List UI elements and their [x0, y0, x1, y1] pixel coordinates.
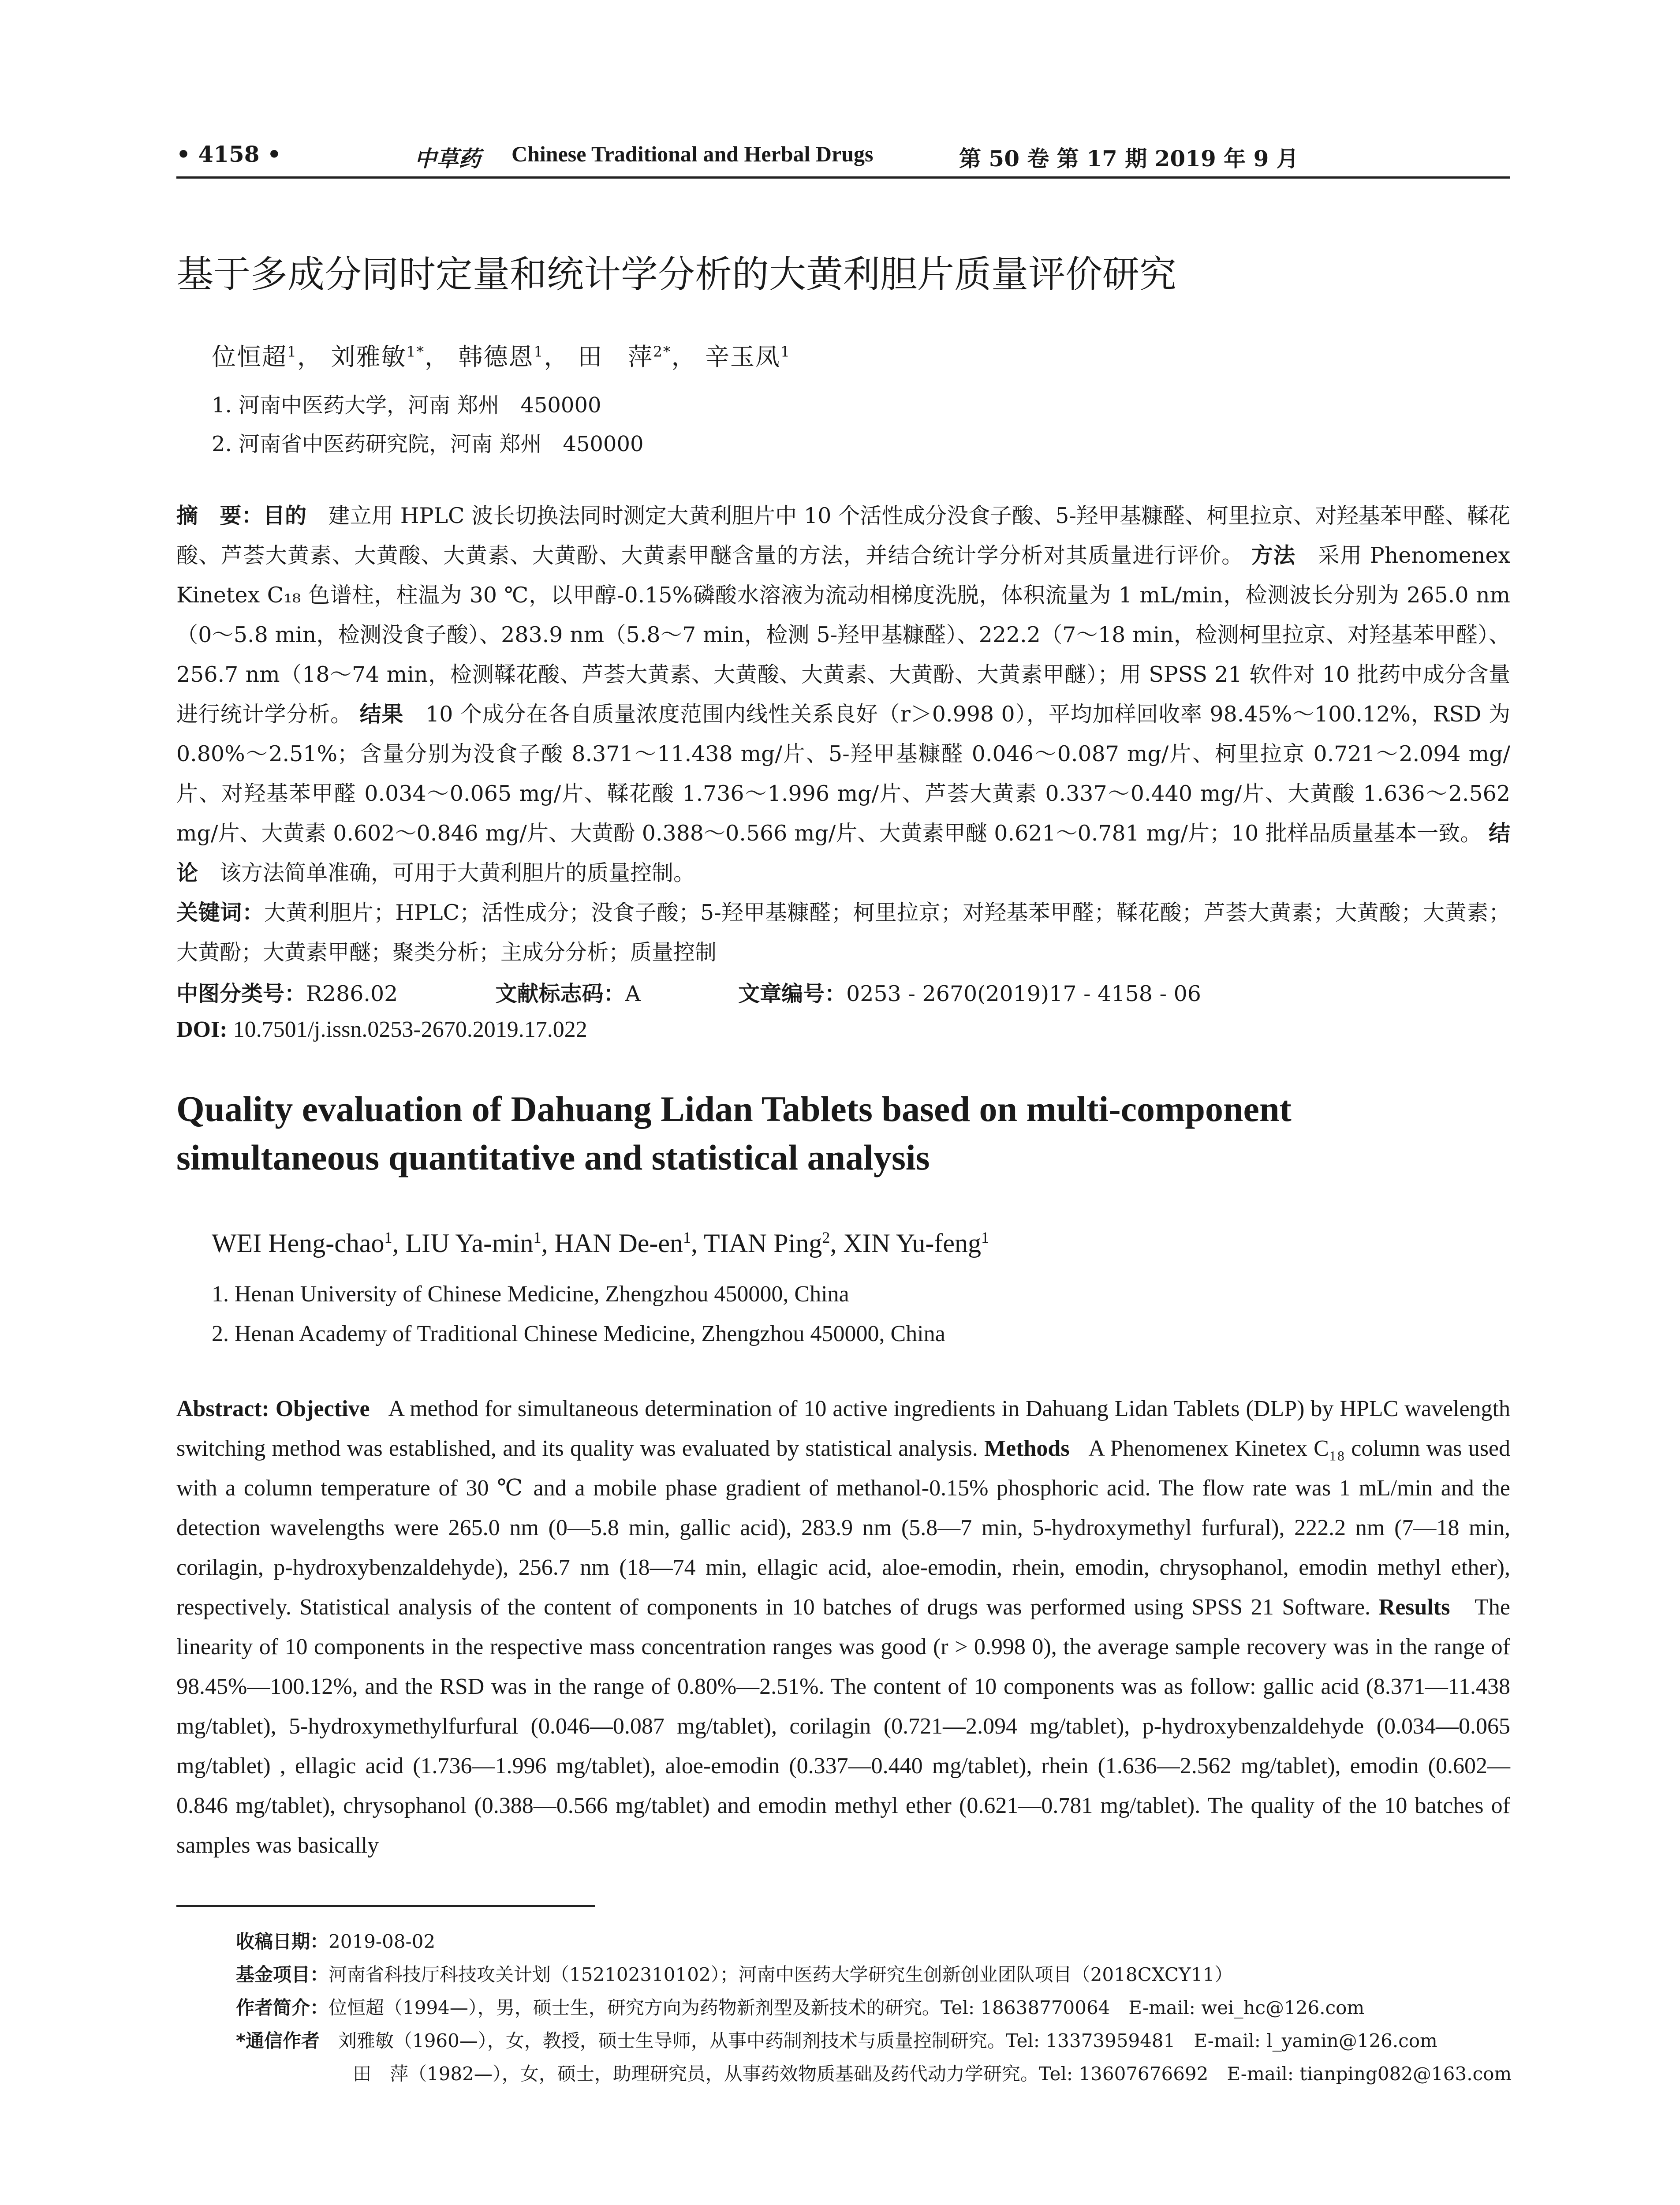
results-en: The linearity of 10 components in the respective mass concentration ranges was good (r > 0.998 0), the average sample recovery was in the range of 98.45%—100.12%, and the RSD was in the range of 0.80%—2.51%. The content of 10 components was as follow: gallic acid (8.371—11.438 mg/tablet), 5-hydroxymethylfurfural (0.046—0.087 mg/tablet), corilagin (0.721—2.094 mg/tablet), p-hydroxybenzaldehyde (0.034—0.065 mg/tablet) , ellagic acid (1.736—1.996 mg/tablet), aloe-emodin (0.337—0.440 mg/tablet), rhein (1.636—2.562 mg/tablet), emodin (0.602—0.846 mg/tablet), chrysophanol (0.388—0.566 mg/tablet) and emodin methyl ether (0.621—0.781 mg/tablet). The quality of the 10 batches of samples was basically — [176, 1595, 1511, 1858]
author-en: HAN De-en — [554, 1229, 683, 1258]
author-sup: 2* — [653, 343, 672, 360]
author-zh: 田 萍 — [578, 343, 653, 371]
footnote-text: 刘雅敏（1960—），女，教授，硕士生导师，从事中药制剂技术与质量控制研究。Tel: 13373959481 E-mail: l_yamin@126.com — [338, 2030, 1437, 2052]
authors-en: WEI Heng-chao$^1$, LIU $Ya-\min^1$, HAN $De-en^1$, TIAN Ping$^2$, XIN Yu-feng$^1$ — [212, 1229, 989, 1258]
author-sup: 1 — [780, 343, 791, 360]
title-zh: 基于多成分同时定量和统计学分析的大黄利胆片质量评价研究 — [176, 253, 1177, 296]
title-en-line-2: simultaneous quantitative and statistical analysis — [176, 1137, 930, 1177]
doi-line — [176, 1017, 587, 1043]
footnote-label: 收稿日期： — [236, 1931, 329, 1952]
journal-name-en: Chinese Traditional and Herbal Drugs — [511, 142, 874, 166]
author-zh: 位恒超 — [212, 343, 287, 371]
journal-issue: 第 50 卷 第 17 期 2019 年 9 月 — [959, 146, 1299, 172]
author-sup: 1 — [534, 343, 544, 360]
affiliation-en-1: 1. Henan University of Chinese Medicine, Zhengzhou 450000, China — [212, 1282, 849, 1307]
author-en: LIU Ya-min — [405, 1229, 534, 1258]
doc-code-label: 文献标志码： — [495, 981, 625, 1006]
results-label-zh: 结果 — [359, 702, 404, 727]
page-number: • 4158 • — [176, 141, 281, 167]
objective-label-zh: 目的 — [263, 503, 307, 528]
author-sup: 1 — [683, 1229, 691, 1246]
author-sup: 1 — [287, 343, 298, 360]
header-rule — [176, 176, 1510, 179]
author-zh: 辛玉凤 — [705, 343, 781, 371]
author-zh: 刘雅敏 — [331, 343, 407, 371]
conclusion-zh: 该方法简单准确，可用于大黄利胆片的质量控制。 — [220, 860, 695, 886]
author-en: TIAN Ping — [703, 1229, 822, 1258]
footnote-corresponding-2 — [353, 2059, 1512, 2086]
footnote-label: 基金项目： — [236, 1964, 329, 1985]
methods-en: A Phenomenex Kinetex C₁₈ column was used with a column temperature of 30 ℃ and a mobile phase gradient of methanol-0.15% phosphoric acid. The flow rate was 1 mL/min and the detection wavelengths were 265.0 nm (0—5.8 min, gallic acid), 283.9 nm (5.8—7 min, 5-hydroxymethyl furfural), 222.2 nm (7—18 min, corilagin, p-hydroxybenzaldehyde), 256.7 nm (18—74 min, ellagic acid, aloe-emodin, rhein, emodin, chrysophanol, emodin methyl ether), respectively. Statistical analysis of the content of components in 10 batches of drugs was performed using SPSS 21 Software. — [176, 1436, 1511, 1620]
abstract-label-zh: 摘 要： — [176, 503, 263, 528]
classification-line — [176, 977, 1201, 1008]
article-no-label: 文章编号： — [738, 981, 847, 1006]
author-en: WEI Heng-chao — [212, 1229, 385, 1258]
conclusion-label-zh: 结论 — [176, 821, 1510, 886]
footnote-text: 田 萍（1982—），女，硕士，助理研究员，从事药效物质基础及药代动力学研究。Tel: 13607676692 E-mail: tianping082@163.com — [353, 2063, 1512, 2085]
doc-code-value: A — [625, 981, 641, 1006]
footnote-label: *通信作者 — [236, 2030, 320, 2052]
title-en — [176, 1085, 1292, 1182]
affiliation-zh-2: 2. 河南省中医药研究院，河南 郑州 450000 — [212, 432, 644, 456]
author-en: XIN Yu-feng — [843, 1229, 981, 1258]
footnote-rule — [176, 1905, 595, 1907]
objective-zh: 建立用 HPLC 波长切换法同时测定大黄利胆片中 10 个活性成分没食子酸、5-羟甲基糠醛、柯里拉京、对羟基苯甲醛、鞣花酸、芦荟大黄素、大黄酸、大黄素、大黄酚、大黄素甲醚含量的方法，并结合统计学分析对其质量进行评价。 — [176, 503, 1510, 568]
footnote-corresponding — [236, 2026, 1437, 2053]
author-sup: 1 — [384, 1229, 392, 1246]
footnote-text: 2019-08-02 — [329, 1931, 436, 1952]
affiliation-en-2: 2. Henan Academy of Traditional Chinese Medicine, Zhengzhou 450000, China — [212, 1321, 945, 1346]
title-en-line-1: Quality evaluation of Dahuang Lidan Tablets based on multi-component — [176, 1089, 1292, 1129]
author-zh: 韩德恩 — [458, 343, 534, 371]
article-no-value: 0253 - 2670(2019)17 - 4158 - 06 — [846, 981, 1201, 1006]
doi-label: DOI: — [176, 1017, 228, 1042]
keywords-zh: 大黄利胆片；HPLC；活性成分；没食子酸；5-羟甲基糠醛；柯里拉京；对羟基苯甲醛；鞣花酸；芦荟大黄素；大黄酸；大黄素；大黄酚；大黄素甲醚；聚类分析；主成分分析；质量控制 — [176, 900, 1510, 965]
clc-value: R286.02 — [306, 981, 398, 1006]
abstract-label-en: Abstract: — [176, 1396, 269, 1421]
author-sup: 1 — [981, 1229, 989, 1246]
footnote-funding — [236, 1960, 1233, 1987]
methods-label-zh: 方法 — [1251, 543, 1296, 568]
footnote-text: 位恒超（1994—），男，硕士生，研究方向为药物新剂型及新技术的研究。Tel: 18638770064 E-mail: wei_hc@126.com — [329, 1997, 1365, 2018]
clc-label: 中图分类号： — [176, 981, 306, 1006]
affiliation-zh-1: 1. 河南中医药大学，河南 郑州 450000 — [212, 393, 601, 418]
footnote-received — [236, 1927, 435, 1954]
journal-name-zh: 中草药 — [414, 146, 481, 172]
footnote-text: 河南省科技厅科技攻关计划（152102310102）；河南中医药大学研究生创新创业团队项目（2018CXCY11） — [329, 1964, 1233, 1985]
results-zh: 10 个成分在各自质量浓度范围内线性关系良好（r＞0.998 0），平均加样回收率 98.45%～100.12%，RSD 为 0.80%～2.51%；含量分别为没食子酸 8.371～11.438 mg/片、5-羟甲基糠醛 0.046～0.087 mg/片、柯里拉京 0.721～2.094 mg/片、对羟基苯甲醛 0.034～0.065 mg/片、鞣花酸 1.736～1.996 mg/片、芦荟大黄素 0.337～0.440 mg/片、大黄酸 1.636～2.562 mg/片、大黄素 0.602～0.846 mg/片、大黄酚 0.388～0.566 mg/片、大黄素甲醚 0.621～0.781 mg/片；10 批样品质量基本一致。 — [176, 702, 1510, 846]
author-sup: 1* — [406, 343, 425, 360]
author-sup: 2 — [822, 1229, 830, 1246]
author-sup: 1 — [533, 1229, 541, 1246]
doi-value: 10.7501/j.issn.0253-2670.2019.17.022 — [233, 1017, 587, 1042]
objective-label-en: Objective — [275, 1396, 370, 1421]
methods-label-en: Methods — [984, 1436, 1070, 1461]
authors-zh: 位恒超$^1$， 刘雅敏$^{1*}$， 韩德恩$^1$， 田 萍$^{2*}$， 辛玉凤$^1$ — [212, 343, 791, 371]
abstract-zh — [176, 496, 1510, 972]
objective-en: A method for simultaneous determination of 10 active ingredients in Dahuang Lidan Tablets (DLP) by HPLC wavelength switching method was established, and its quality was evaluated by statistical analysis. — [176, 1396, 1511, 1461]
results-label-en: Results — [1378, 1595, 1450, 1620]
methods-zh: 采用 Phenomenex Kinetex C₁₈ 色谱柱，柱温为 30 ℃，以甲醇-0.15%磷酸水溶液为流动相梯度洗脱，体积流量为 1 mL/min，检测波长分别为 265.0 nm（0～5.8 min，检测没食子酸）、283.9 nm（5.8～7 min，检测 5-羟甲基糠醛）、222.2（7～18 min，检测柯里拉京、对羟基苯甲醛）、256.7 nm（18～74 min，检测鞣花酸、芦荟大黄素、大黄酸、大黄素、大黄酚、大黄素甲醚）；用 SPSS 21 软件对 10 批药中成分含量进行统计学分析。 — [176, 543, 1510, 727]
keywords-label-zh: 关键词： — [176, 900, 264, 925]
footnote-label: 作者简介： — [236, 1997, 329, 2018]
footnote-author-bio — [236, 1993, 1364, 2020]
abstract-en — [176, 1389, 1510, 1865]
